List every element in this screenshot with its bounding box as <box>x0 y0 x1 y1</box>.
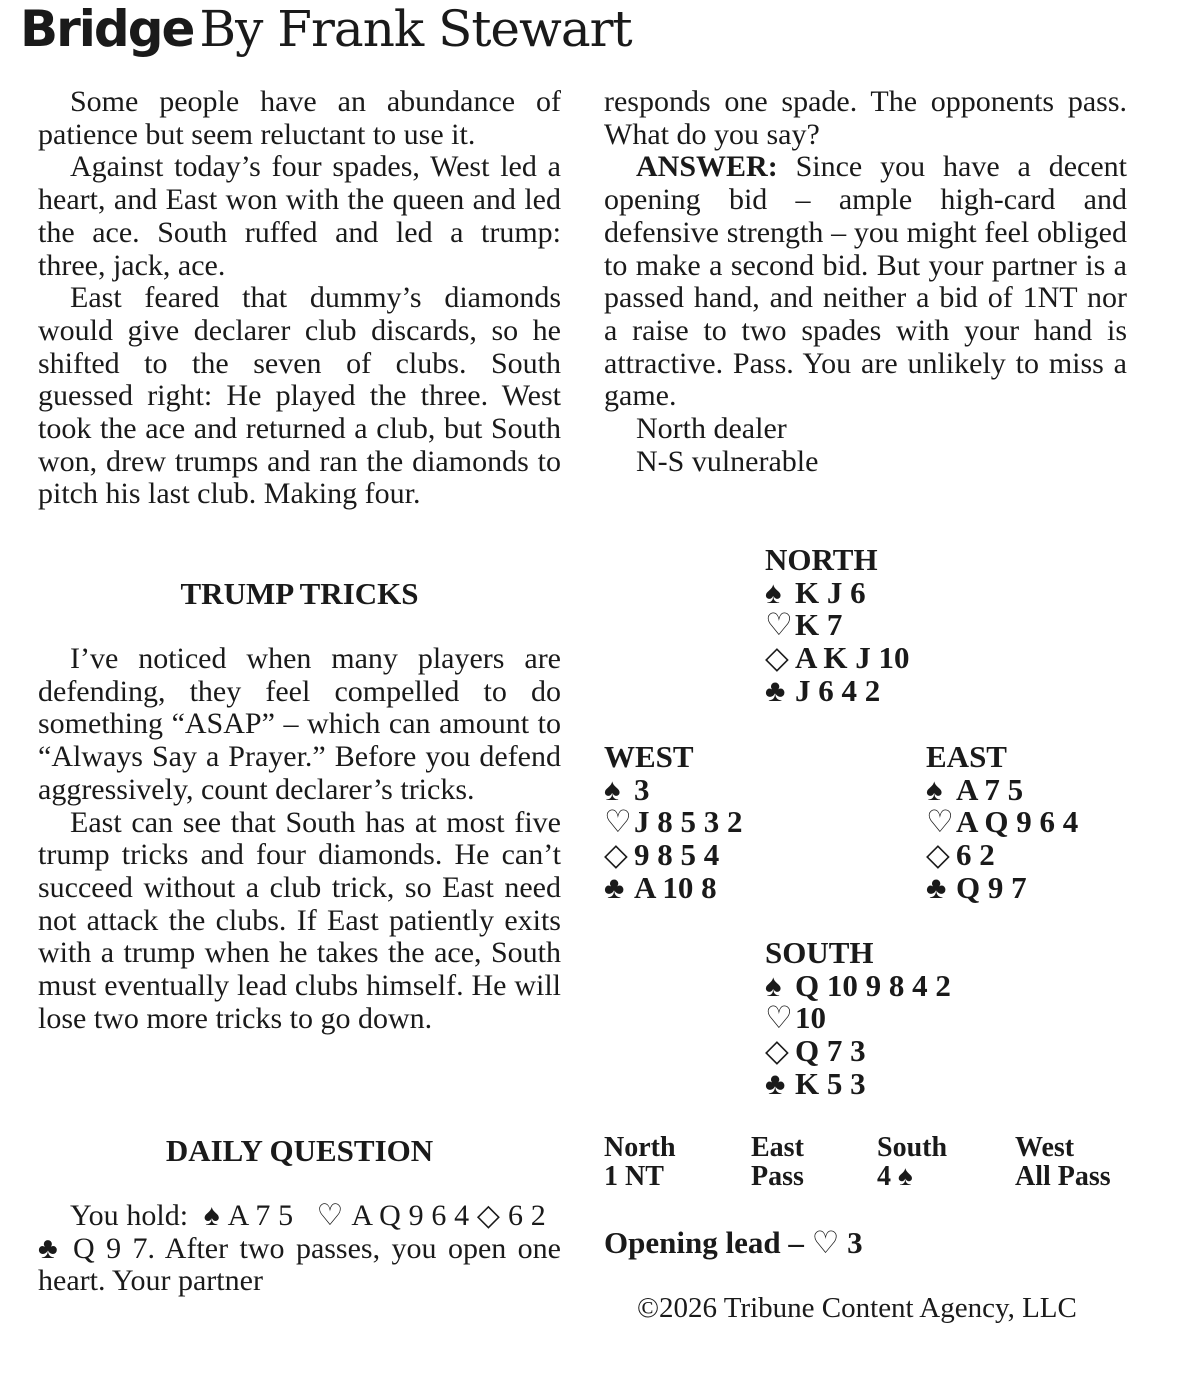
hand-north: NORTH ♠ K J 6 ♡K 7 ◇ A K J 10 ♣ J 6 4 2 <box>765 542 910 708</box>
heart-icon: ♡ <box>765 1000 793 1036</box>
hand-south: SOUTH ♠ Q 10 9 8 4 2 ♡10 ◇ Q 7 3 ♣ K 5 3 <box>765 935 951 1101</box>
spade-icon: ♠ <box>926 771 943 807</box>
answer-label: ANSWER: <box>636 150 778 184</box>
auction-south <box>877 1133 947 1191</box>
heart-icon: ♡ <box>926 804 954 840</box>
paragraph: East can see that South has at most five trump tricks and four diamonds. He can’t succeed without a club trick, so East need not attack the clubs. If East patiently exits with a trump when he takes the ace, South must eventually lead clubs himself. He will lose two more tricks to go down. <box>38 805 561 1035</box>
vulnerability-info: N-S vulnerable <box>636 444 819 478</box>
spade-icon: ♠ <box>203 1199 220 1232</box>
right-column <box>604 86 1127 478</box>
opening-lead: Opening lead – ♡ 3 <box>604 1225 863 1260</box>
hand-label: EAST <box>926 739 1007 774</box>
daily-question-text <box>38 1200 561 1298</box>
auction-seat: West <box>1015 1132 1075 1163</box>
club-icon: ♣ <box>765 672 786 708</box>
paragraph: responds one spade. The opponents pass. What do you say? <box>604 85 1127 151</box>
spade-icon: ♠ <box>898 1161 913 1192</box>
auction-seat: East <box>751 1132 804 1163</box>
heart-icon: ♡ <box>604 804 632 840</box>
dealer-info: North dealer <box>636 412 787 446</box>
paragraph: You hold: ♠ A 7 5 ♡ A Q 9 6 4 ◇ 6 2 ♣ Q 9 7. After two passes, you open one heart. Your partner <box>38 1199 561 1298</box>
heart-icon: ♡ <box>316 1199 344 1232</box>
auction-north <box>604 1133 676 1191</box>
left-column <box>38 86 561 546</box>
club-icon: ♣ <box>604 869 625 905</box>
paragraph: I’ve noticed when many players are defending, they feel compelled to do something “ASAP” – which can amount to “Always Say a Prayer.” Before you defend aggressively, count declarer’s tricks. <box>38 642 561 806</box>
hand-east: EAST ♠ A 7 5 ♡A Q 9 6 4 ◇ 6 2 ♣ Q 9 7 <box>926 739 1079 905</box>
diamond-icon: ◇ <box>765 640 789 676</box>
diamond-icon: ◇ <box>604 837 628 873</box>
left-column-lower <box>38 643 561 1035</box>
hand-west: WEST ♠ 3 ♡J 8 5 3 2 ◇ 9 8 5 4 ♣ A 10 8 <box>604 739 743 905</box>
section-heading-daily-question: DAILY QUESTION <box>165 1133 434 1168</box>
heart-icon: ♡ <box>765 607 793 643</box>
auction-west <box>1015 1133 1111 1191</box>
paragraph: ANSWER: Since you have a decent opening bid – ample high-card and defensive strength – you might feel obliged to make a second bid. But your partner is a passed hand, and neither a bid of 1NT nor a raise to two spades with your hand is attractive. Pass. You are unlikely to miss a game. <box>604 150 1127 413</box>
auction-bid: 4 ♠ <box>877 1161 913 1192</box>
paragraph: Against today’s four spades, West led a heart, and East won with the queen and led the ace. South ruffed and led a trump: three, jack, ace. <box>38 150 561 282</box>
hand-label: NORTH <box>765 542 878 577</box>
spade-icon: ♠ <box>765 967 782 1003</box>
diamond-icon: ◇ <box>765 1033 789 1069</box>
diamond-icon: ◇ <box>476 1199 501 1232</box>
brand-title: Bridge <box>20 0 194 58</box>
auction-bid: 1 NT <box>604 1161 664 1192</box>
club-icon: ♣ <box>38 1231 62 1265</box>
copyright: ©2026 Tribune Content Agency, LLC <box>637 1292 1077 1324</box>
hand-label: WEST <box>604 739 694 774</box>
club-icon: ♣ <box>926 869 947 905</box>
auction-seat: North <box>604 1132 676 1163</box>
auction-east <box>751 1133 804 1191</box>
paragraph: East feared that dummy’s diamonds would give declarer club discards, so he shifted to the seven of clubs. South guessed right: He played the three. West took the ace and returned a club, but South won, drew trumps and ran the diamonds to pitch his last club. Making four. <box>38 281 561 511</box>
column-title <box>20 0 632 64</box>
heart-icon: ♡ <box>811 1225 840 1260</box>
club-icon: ♣ <box>765 1065 786 1101</box>
spade-icon: ♠ <box>604 771 621 807</box>
diamond-icon: ◇ <box>926 837 950 873</box>
auction-seat: South <box>877 1132 948 1163</box>
auction-bid: All Pass <box>1015 1161 1111 1192</box>
section-heading-trump-tricks: TRUMP TRICKS <box>180 576 419 611</box>
spade-icon: ♠ <box>765 574 782 610</box>
hand-label: SOUTH <box>765 935 874 970</box>
paragraph: Some people have an abundance of patience but seem reluctant to use it. <box>38 85 561 151</box>
auction-bid: Pass <box>751 1161 804 1192</box>
byline: By Frank Stewart <box>199 0 632 58</box>
